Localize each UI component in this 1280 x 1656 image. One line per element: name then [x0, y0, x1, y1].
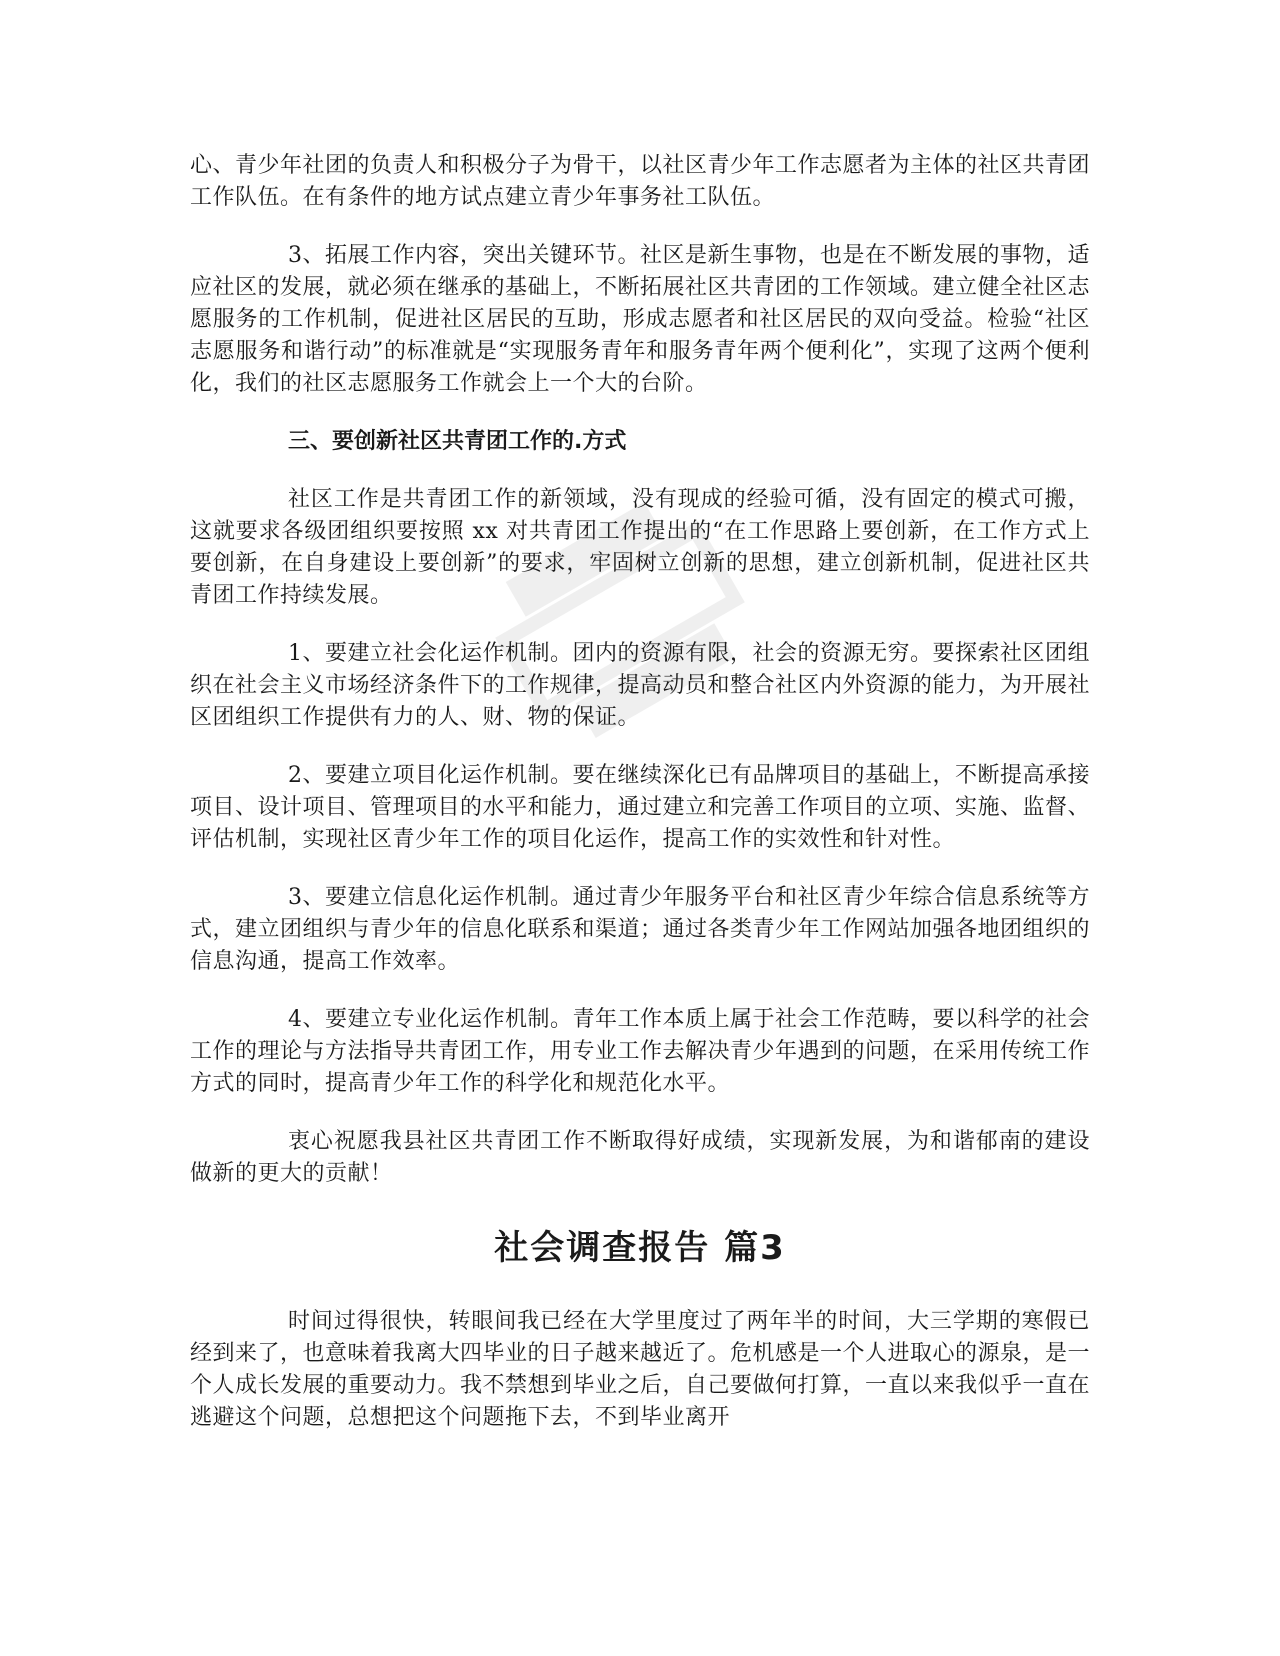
paragraph-closing: 衷心祝愿我县社区共青团工作不断取得好成绩，实现新发展，为和谐郁南的建设做新的更大的贡献！	[190, 1129, 1090, 1186]
paragraph-item-4: 4、要建立专业化运作机制。青年工作本质上属于社会工作范畴，要以科学的社会工作的理论与方法指导共青团工作，用专业工作去解决青少年遇到的问题，在采用传统工作方式的同时，提高青少年工作的科学化和规范化水平。	[190, 1007, 1091, 1096]
paragraph-item-1: 1、要建立社会化运作机制。团内的资源有限，社会的资源无穷。要探索社区团组织在社会主义市场经济条件下的工作规律，提高动员和整合社区内外资源的能力，为开展社区团组织工作提供有力的人、财、物的保证。	[190, 641, 1091, 730]
paragraph-item-3: 3、要建立信息化运作机制。通过青少年服务平台和社区青少年综合信息系统等方式，建立团组织与青少年的信息化联系和渠道；通过各类青少年工作网站加强各地团组织的信息沟通，提高工作效率。	[190, 885, 1091, 974]
paragraph-expand-work: 3、拓展工作内容，突出关键环节。社区是新生事物，也是在不断发展的事物，适应社区的发展，就必须在继承的基础上，不断拓展社区共青团的工作领域。建立健全社区志愿服务的工作机制，促进社区居民的互助，形成志愿者和社区居民的双向受益。检验“社区志愿服务和谐行动”的标准就是“实现服务青年和服务青年两个便利化”，实现了这两个便利化，我们的社区志愿服务工作就会上一个大的台阶。	[190, 243, 1091, 396]
paragraph-intro: 社区工作是共青团工作的新领域，没有现成的经验可循，没有固定的模式可搬，这就要求各级团组织要按照 xx 对共青团工作提出的“在工作思路上要创新，在工作方式上要创新，在自身建设上要创新”的要求，牢固树立创新的思想，建立创新机制，促进社区共青团工作持续发展。	[190, 487, 1090, 608]
document-body	[190, 150, 1090, 1434]
paragraph-chapter-start: 时间过得很快，转眼间我已经在大学里度过了两年半的时间，大三学期的寒假已经到来了，也意味着我离大四毕业的日子越来越近了。危机感是一个人进取心的源泉，是一个人成长发展的重要动力。我不禁想到毕业之后，自己要做何打算，一直以来我似乎一直在逃避这个问题，总想把这个问题拖下去，不到毕业离开	[190, 1309, 1091, 1430]
section-heading: 三、要创新社区共青团工作的.方式	[288, 429, 627, 454]
paragraph-item-2: 2、要建立项目化运作机制。要在继续深化已有品牌项目的基础上，不断提高承接项目、设计项目、管理项目的水平和能力，通过建立和完善工作项目的立项、实施、监督、评估机制，实现社区青少年工作的项目化运作，提高工作的实效性和针对性。	[190, 763, 1091, 852]
paragraph-continued: 心、青少年社团的负责人和积极分子为骨干，以社区青少年工作志愿者为主体的社区共青团工作队伍。在有条件的地方试点建立青少年事务社工队伍。	[190, 153, 1091, 210]
chapter-title: 社会调查报告 篇3	[494, 1228, 786, 1268]
